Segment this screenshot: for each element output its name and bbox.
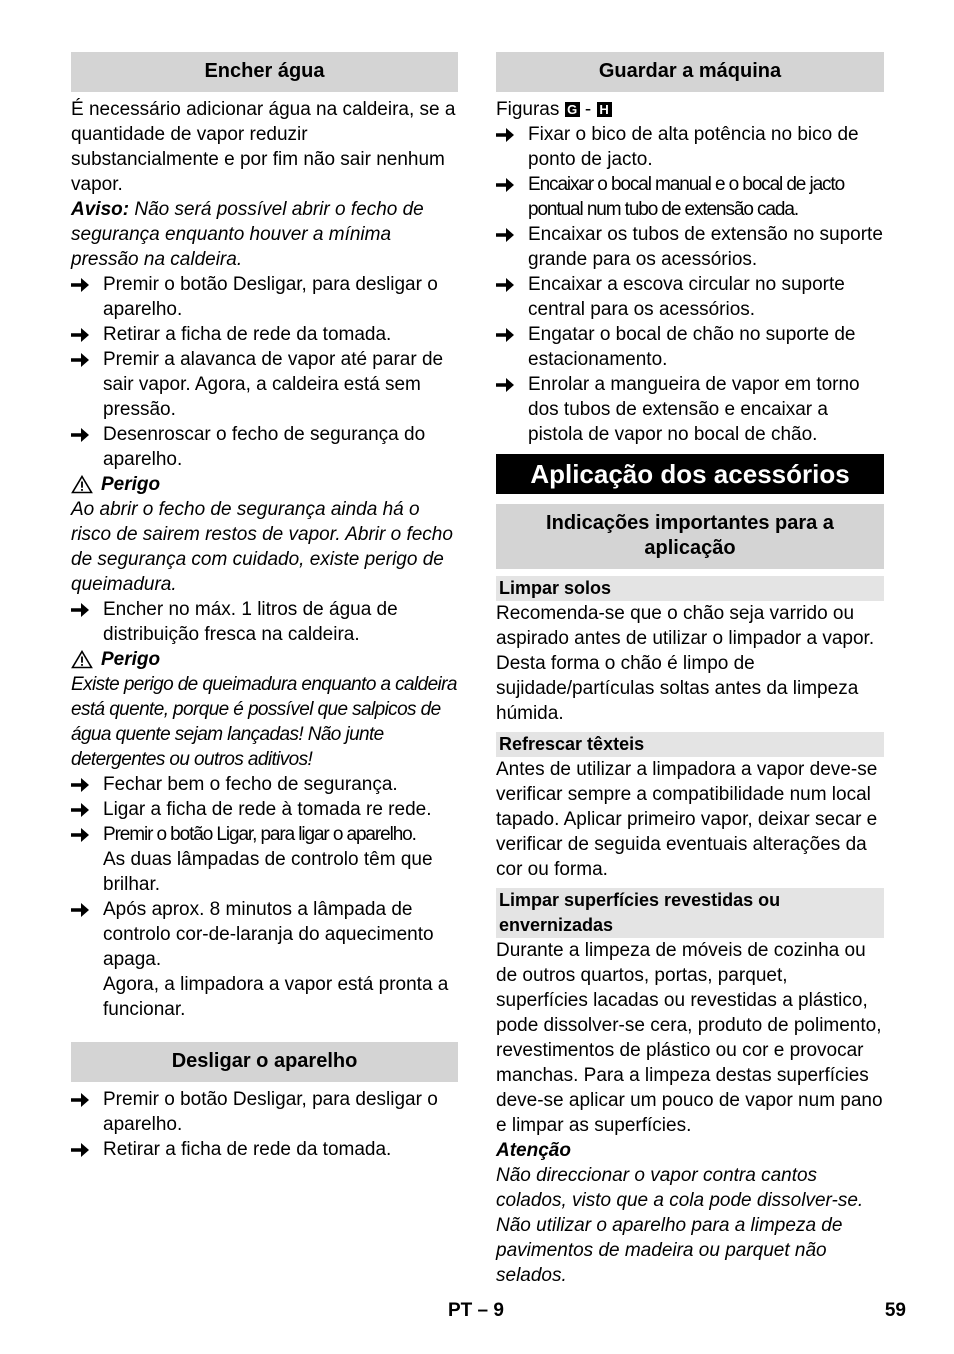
subheading-coated: Limpar superfícies revestidas ou envernizadas: [496, 888, 884, 938]
left-column: [71, 52, 458, 1162]
step-item: [71, 822, 458, 847]
step-text: Premir o botão Desligar, para desligar o aparelho.: [103, 274, 438, 320]
step-item: [71, 422, 458, 472]
page-number: 59: [884, 1300, 906, 1321]
arrow-right-icon: [496, 222, 528, 247]
step-text: Retirar a ficha de rede da tomada.: [103, 1139, 392, 1160]
arrow-right-icon: [71, 897, 103, 922]
arrow-right-icon: [71, 272, 103, 297]
step-text: Encaixar os tubos de extensão no suporte grande para os acessórios.: [528, 224, 883, 270]
arrow-right-icon: [71, 422, 103, 447]
danger-label: Perigo: [101, 649, 161, 670]
step-item: [496, 322, 884, 372]
step-text: Encaixar a escova circular no suporte central para os acessórios.: [528, 274, 845, 320]
step-text: Engatar o bocal de chão no suporte de estacionamento.: [528, 324, 856, 370]
step-text: Desenroscar o fecho de segurança do aparelho.: [103, 424, 426, 470]
step-text: Ligar a ficha de rede à tomada re rede.: [103, 799, 432, 820]
step-item: [71, 322, 458, 347]
danger-heading: [71, 647, 458, 672]
fill-intro: É necessário adicionar água na caldeira, se a quantidade de vapor reduzir substancialmente e por fim não sair nenhum vapor.: [71, 99, 456, 195]
step-item: [496, 272, 884, 322]
arrow-right-icon: [496, 122, 528, 147]
subheading-textiles: Refrescar têxteis: [496, 732, 884, 757]
step-text: Premir a alavanca de vapor até parar de sair vapor. Agora, a caldeira está sem pressão.: [103, 349, 444, 420]
arrow-right-icon: [71, 347, 103, 372]
textiles-text: Antes de utilizar a limpadora a vapor deve-se verificar sempre a compatibilidade num local tapado. Aplicar primeiro vapor, deixar secar e verificar de seguida eventuais alterações da cor ou forma.: [496, 759, 878, 880]
step-text: Enrolar a mangueira de vapor em torno dos tubos de extensão e encaixar a pistola de vapor no bocal de chão.: [528, 374, 860, 445]
figure-g-badge: G: [565, 102, 580, 117]
coated-text: Durante a limpeza de móveis de cozinha ou de outros quartos, portas, parquet, superfícies lacadas ou revestidas a plástico, pode dissolver-se cera, produto de polimento, revestimentos de plástico ou cor e provocar manchas. Para a limpeza destas superfícies deve-se aplicar um pouco de vapor num pano e limpar as superfícies.: [496, 940, 883, 1136]
arrow-right-icon: [71, 797, 103, 822]
arrow-right-icon: [71, 597, 103, 622]
danger-text: Existe perigo de queimadura enquanto a caldeira está quente, porque é possível que salpicos de água quente sejam lançadas! Não junte detergentes ou outros aditivos!: [71, 674, 457, 770]
step-text: Fixar o bico de alta potência no bico de ponto de jacto.: [528, 124, 859, 170]
arrow-right-icon: [496, 172, 528, 197]
section-heading-fill-water: Encher água: [71, 52, 458, 92]
section-heading-store: Guardar a máquina: [496, 52, 884, 92]
arrow-right-icon: [71, 1087, 103, 1112]
figures-label: Figuras: [496, 99, 560, 120]
danger-text: Ao abrir o fecho de segurança ainda há o risco de sairem restos de vapor. Abrir o fecho de segurança com cuidado, existe perigo de queimadura.: [71, 499, 453, 595]
ready-text: Agora, a limpadora a vapor está pronta a funcionar.: [103, 974, 449, 1020]
danger-label: Perigo: [101, 474, 161, 495]
warning-triangle-icon: [71, 650, 93, 669]
step-item: [496, 222, 884, 272]
note-text: Não será possível abrir o fecho de segurança enquanto houver a mínima pressão na caldeira.: [71, 199, 424, 270]
arrow-right-icon: [71, 1137, 103, 1162]
footer-section-page: PT – 9: [448, 1300, 504, 1321]
attention-label: Atenção: [496, 1140, 571, 1161]
step-text: Premir o botão Desligar, para desligar o aparelho.: [103, 1089, 438, 1135]
floors-text: Recomenda-se que o chão seja varrido ou aspirado antes de utilizar o limpador a vapor. Desta forma o chão é limpo de sujidade/partículas soltas antes da limpeza húmida.: [496, 603, 875, 724]
step-item: [71, 347, 458, 422]
step-item: [71, 272, 458, 322]
figure-h-badge: H: [597, 102, 612, 117]
step-item: [496, 372, 884, 447]
attention-text: Não direccionar o vapor contra cantos colados, visto que a cola pode dissolver-se. Não utilizar o aparelho para a limpeza de pavimentos de madeira ou parquet não selados.: [496, 1165, 864, 1286]
arrow-right-icon: [496, 372, 528, 397]
fill-note: [71, 197, 458, 272]
section-heading-switch-off: Desligar o aparelho: [71, 1042, 458, 1082]
danger-heading: [71, 472, 458, 497]
arrow-right-icon: [71, 772, 103, 797]
subheading-floors: Limpar solos: [496, 576, 884, 601]
note-label: Aviso:: [71, 199, 130, 220]
arrow-right-icon: [71, 322, 103, 347]
step-text: Fechar bem o fecho de segurança.: [103, 774, 398, 795]
right-column: [496, 52, 884, 1288]
step-item: [71, 897, 458, 972]
step-item: [496, 122, 884, 172]
step-note: As duas lâmpadas de controlo têm que brilhar.: [103, 849, 433, 895]
arrow-right-icon: [71, 822, 103, 847]
page-footer: [0, 1298, 954, 1323]
step-item: [71, 1137, 458, 1162]
step-item: [71, 597, 458, 647]
step-text: Retirar a ficha de rede da tomada.: [103, 324, 392, 345]
arrow-right-icon: [496, 322, 528, 347]
step-item: [496, 172, 884, 222]
arrow-right-icon: [496, 272, 528, 297]
step-text: Encaixar o bocal manual e o bocal de jacto pontual num tubo de extensão cada.: [528, 174, 845, 220]
section-heading-tips: Indicações importantes para a aplicação: [496, 504, 884, 569]
step-text: Após aprox. 8 minutos a lâmpada de controlo cor-de-laranja do aquecimento apaga.: [103, 899, 434, 970]
step-item: [71, 1087, 458, 1137]
step-item: [71, 772, 458, 797]
figures-sep: -: [584, 99, 592, 120]
warning-triangle-icon: [71, 475, 93, 494]
chapter-heading: Aplicação dos acessórios: [496, 454, 884, 494]
step-item: [71, 797, 458, 822]
step-text: Premir o botão Ligar, para ligar o aparelho.: [103, 824, 416, 845]
step-text: Encher no máx. 1 litros de água de distribuição fresca na caldeira.: [103, 599, 398, 645]
figures-ref: [496, 97, 884, 122]
